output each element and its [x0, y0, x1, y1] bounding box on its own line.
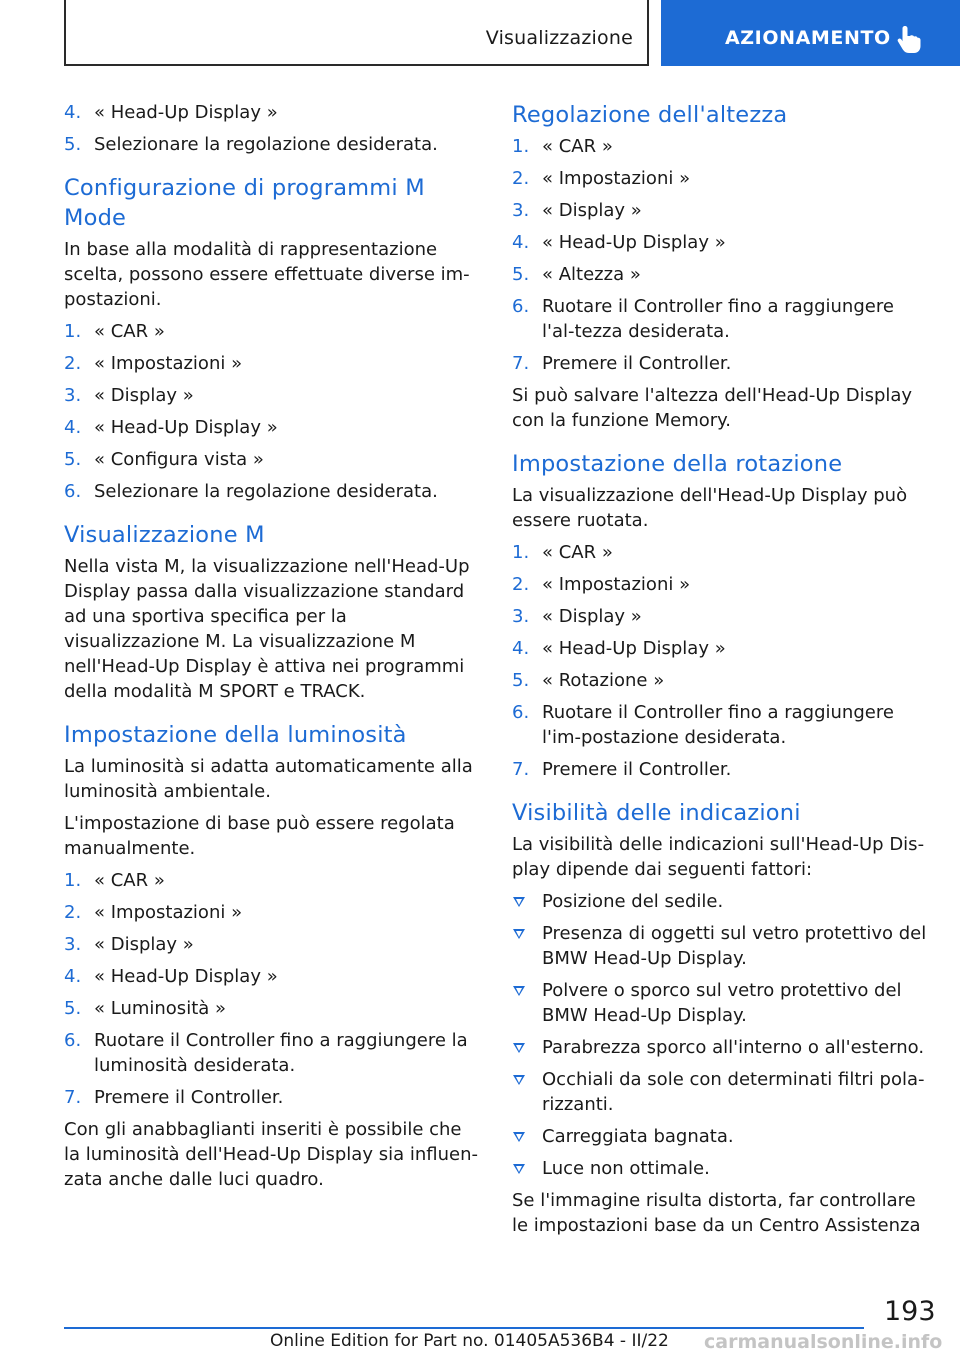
heading-height: Regolazione dell'altezza [512, 102, 788, 128]
triangle-bullet-icon [513, 1043, 525, 1053]
list-item: 5. « Rotazione » [512, 670, 665, 691]
list-item: 1. « CAR » [64, 321, 165, 342]
triangle-bullet-icon [513, 1132, 525, 1142]
hand-pointer-icon [893, 24, 925, 54]
list-item: 1. « CAR » [512, 136, 613, 157]
paragraph: La luminosità si adatta automaticamente alla luminosità ambientale. [64, 756, 473, 802]
paragraph: Si può salvare l'altezza dell'Head-Up Display con la funzione Memory. [512, 385, 913, 431]
right-column [512, 100, 932, 1245]
paragraph: Nella vista M, la visualizzazione nell'Head-Up Display passa dalla visualizzazione standard ad una sportiva specifica per la visualizzazione M. La visualizzazione M nell'Head-Up Display è attiva nei programmi della modalità M SPORT e TRACK. [64, 556, 470, 702]
list-item: 3. « Display » [64, 385, 194, 406]
list-item: 2. « Impostazioni » [64, 902, 243, 923]
footer-divider [64, 1327, 864, 1329]
list-item: 2. « Impostazioni » [64, 353, 243, 374]
list-item: 6. Ruotare il Controller fino a raggiungere l'al-tezza desiderata. [512, 296, 894, 342]
list-item: Posizione del sedile. [512, 889, 932, 914]
list-item: 5. « Altezza » [512, 264, 641, 285]
list-item: 6. Selezionare la regolazione desiderata. [64, 481, 438, 502]
list-item: 4. « Head-Up Display » [64, 966, 278, 987]
visibility-bullets [512, 889, 932, 1181]
heading-config: Configurazione di programmi M Mode [64, 175, 425, 231]
triangle-bullet-icon [513, 986, 525, 996]
list-item: Polvere o sporco sul vetro protettivo del BMW Head-Up Display. [512, 978, 932, 1028]
section-title: Visualizzazione [485, 27, 633, 49]
list-item: Luce non ottimale. [512, 1156, 932, 1181]
edition-text: Online Edition for Part no. 01405A536B4 - II/22 [270, 1331, 669, 1351]
triangle-bullet-icon [513, 1164, 525, 1174]
heading-mview: Visualizzazione M [64, 522, 265, 548]
rotation-steps [512, 540, 932, 782]
heading-brightness: Impostazione della luminosità [64, 722, 407, 748]
triangle-bullet-icon [513, 929, 525, 939]
brightness-steps [64, 868, 482, 1110]
page-number: 193 [884, 1296, 936, 1327]
list-item: 7. Premere il Controller. [512, 759, 732, 780]
paragraph: Con gli anabbaglianti inseriti è possibile che la luminosità dell'Head-Up Display sia influen-zata anche dalle luci quadro. [64, 1119, 478, 1190]
list-item: 2. « Impostazioni » [512, 574, 691, 595]
list-item: 5. Selezionare la regolazione desiderata. [64, 134, 438, 155]
paragraph: La visibilità delle indicazioni sull'Head-Up Dis-play dipende dai seguenti fattori: [512, 834, 925, 880]
list-item: 3. « Display » [512, 200, 642, 221]
triangle-bullet-icon [513, 897, 525, 907]
triangle-bullet-icon [513, 1075, 525, 1085]
paragraph: In base alla modalità di rappresentazione scelta, possono essere effettuate diverse im-postazioni. [64, 239, 470, 310]
paragraph: Se l'immagine risulta distorta, far controllare le impostazioni base da un Centro Assistenza [512, 1190, 921, 1236]
chapter-title: AZIONAMENTO [725, 27, 891, 49]
paragraph: La visualizzazione dell'Head-Up Display può essere ruotata. [512, 485, 908, 531]
list-item: 7. Premere il Controller. [512, 353, 732, 374]
header-chapter-box [661, 0, 960, 66]
list-item: 4. « Head-Up Display » [64, 417, 278, 438]
left-column [64, 100, 482, 1199]
heading-rotation: Impostazione della rotazione [512, 451, 843, 477]
list-item: Occhiali da sole con determinati filtri pola-rizzanti. [512, 1067, 932, 1117]
list-item: 4. « Head-Up Display » [512, 638, 726, 659]
watermark: carmanualsonline.info [704, 1331, 943, 1353]
list-item: 4. « Head-Up Display » [64, 102, 278, 123]
list-item: 3. « Display » [64, 934, 194, 955]
list-item: 1. « CAR » [64, 870, 165, 891]
list-item: 4. « Head-Up Display » [512, 232, 726, 253]
list-item: 5. « Configura vista » [64, 449, 264, 470]
header-section-box [64, 0, 649, 66]
list-item: Presenza di oggetti sul vetro protettivo del BMW Head-Up Display. [512, 921, 932, 971]
list-item: Parabrezza sporco all'interno o all'esterno. [512, 1035, 932, 1060]
intro-steps [64, 100, 482, 157]
list-item: 5. « Luminosità » [64, 998, 227, 1019]
height-steps [512, 134, 932, 376]
list-item: 7. Premere il Controller. [64, 1087, 284, 1108]
list-item: 3. « Display » [512, 606, 642, 627]
list-item: 6. Ruotare il Controller fino a raggiungere l'im-postazione desiderata. [512, 702, 894, 748]
paragraph: L'impostazione di base può essere regolata manualmente. [64, 813, 455, 859]
list-item: 1. « CAR » [512, 542, 613, 563]
heading-visibility: Visibilità delle indicazioni [512, 800, 801, 826]
list-item: 2. « Impostazioni » [512, 168, 691, 189]
list-item: Carreggiata bagnata. [512, 1124, 932, 1149]
list-item: 6. Ruotare il Controller fino a raggiungere la luminosità desiderata. [64, 1030, 468, 1076]
config-steps [64, 319, 482, 504]
